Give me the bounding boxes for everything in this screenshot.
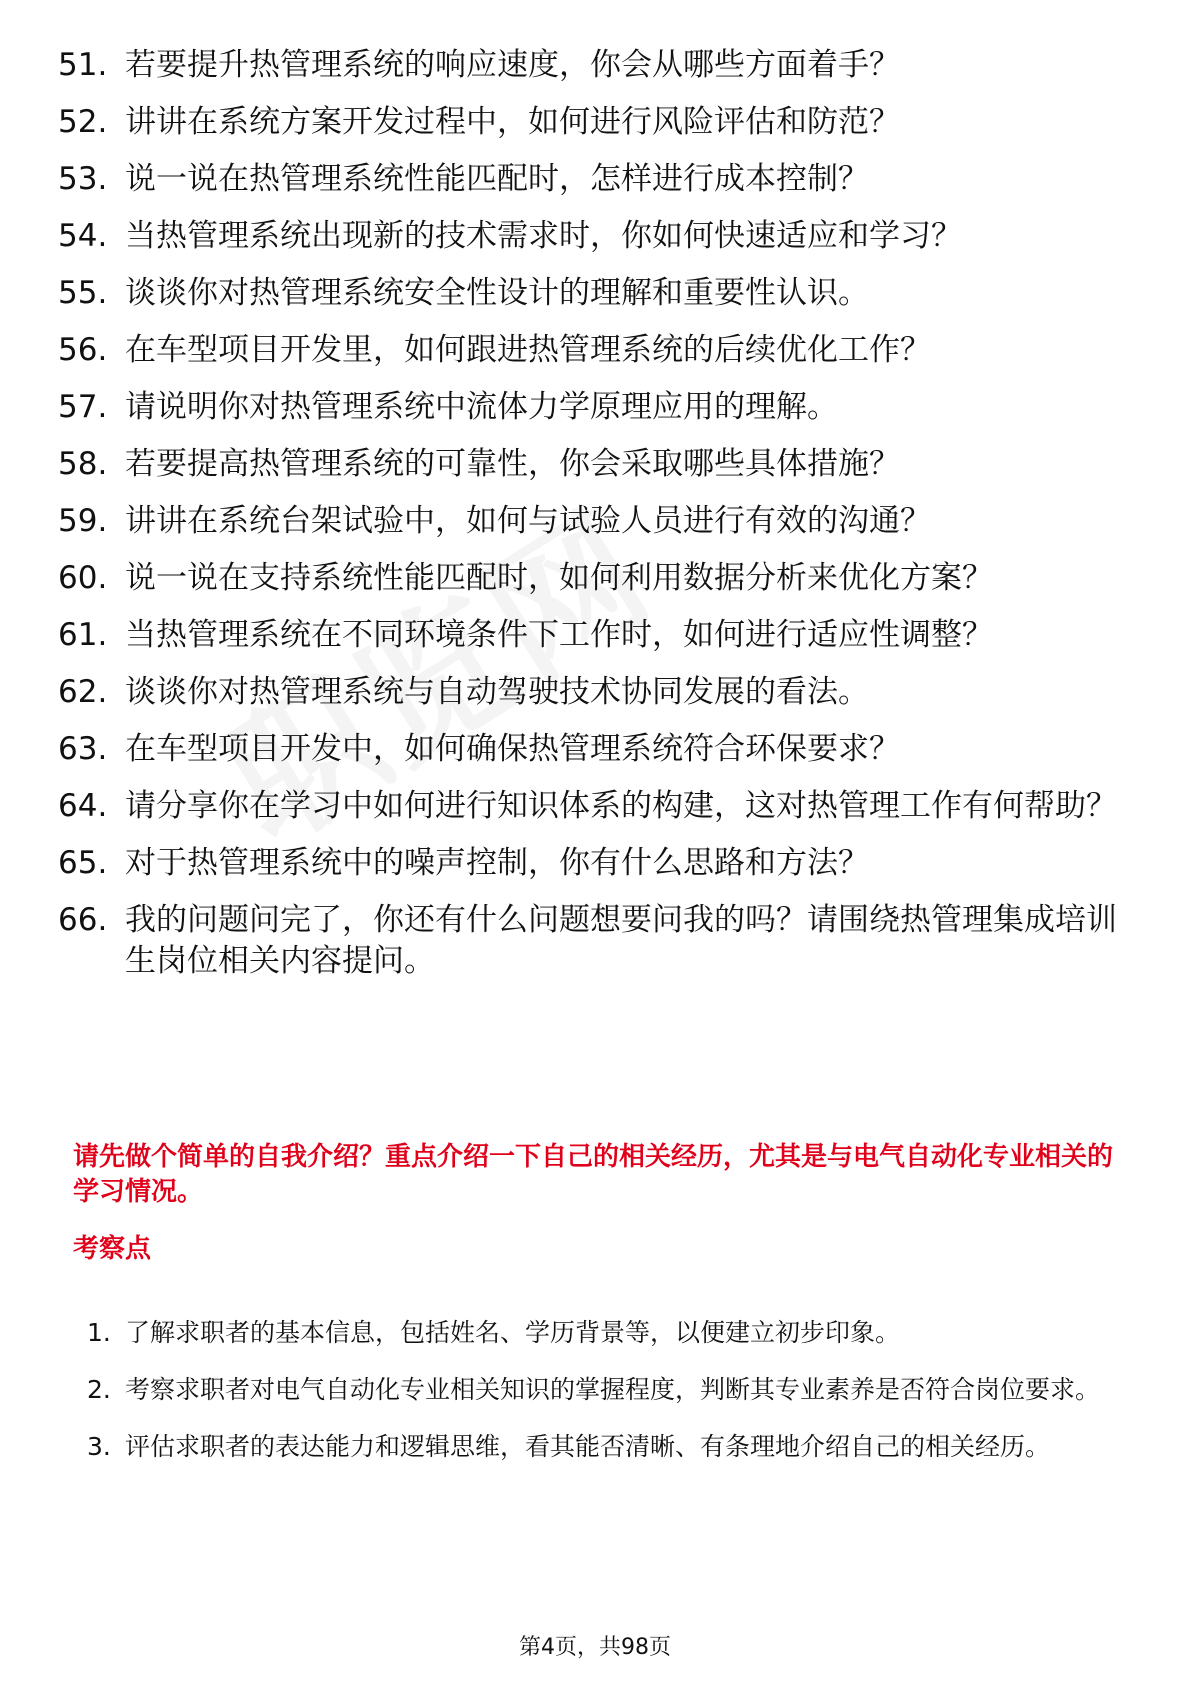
item-text: 讲讲在系统台架试验中，如何与试验人员进行有效的沟通？ — [125, 503, 931, 539]
item-text: 当热管理系统出现新的技术需求时，你如何快速适应和学习？ — [125, 218, 962, 254]
question-list — [58, 45, 1128, 998]
item-number: 65. — [58, 845, 108, 881]
item-number: 60. — [58, 560, 108, 596]
section-title: 考察点 — [73, 1234, 152, 1264]
item-number: 51. — [58, 47, 108, 83]
item-text: 讲讲在系统方案开发过程中，如何进行风险评估和防范？ — [125, 104, 900, 140]
page-footer: 第4页，共98页 — [519, 1635, 671, 1660]
item-text: 若要提升热管理系统的响应速度，你会从哪些方面着手？ — [125, 47, 900, 83]
list-item — [58, 558, 1128, 599]
item-number: 52. — [58, 104, 108, 140]
item-number: 66. — [58, 902, 108, 938]
item-text: 若要提高热管理系统的可靠性，你会采取哪些具体措施？ — [125, 446, 900, 482]
list-item — [87, 1418, 1127, 1475]
list-item — [58, 900, 1128, 982]
item-number: 2. — [87, 1375, 111, 1404]
list-item — [58, 45, 1128, 86]
item-text: 当热管理系统在不同环境条件下工作时，如何进行适应性调整？ — [125, 617, 993, 653]
item-text: 在车型项目开发里，如何跟进热管理系统的后续优化工作？ — [125, 332, 931, 368]
item-number: 56. — [58, 332, 108, 368]
item-number: 64. — [58, 788, 108, 824]
list-item — [58, 615, 1128, 656]
list-item — [58, 843, 1128, 884]
list-item — [58, 444, 1128, 485]
item-number: 61. — [58, 617, 108, 653]
item-number: 1. — [87, 1318, 111, 1347]
item-text: 谈谈你对热管理系统安全性设计的理解和重要性认识。 — [125, 275, 869, 311]
list-item — [58, 672, 1128, 713]
list-item — [58, 330, 1128, 371]
item-text: 考察求职者对电气自动化专业相关知识的掌握程度，判断其专业素养是否符合岗位要求。 — [125, 1375, 1101, 1404]
item-text: 我的问题问完了，你还有什么问题想要问我的吗？请围绕热管理集成培训生岗位相关内容提问。 — [125, 902, 1117, 979]
item-text: 说一说在热管理系统性能匹配时，怎样进行成本控制？ — [125, 161, 869, 197]
assessment-points-list — [87, 1304, 1127, 1475]
list-item — [58, 786, 1128, 827]
item-number: 58. — [58, 446, 108, 482]
list-item — [87, 1304, 1127, 1361]
list-item — [58, 387, 1128, 428]
item-text: 谈谈你对热管理系统与自动驾驶技术协同发展的看法。 — [125, 674, 869, 710]
list-item — [58, 729, 1128, 770]
list-item — [58, 216, 1128, 257]
item-number: 54. — [58, 218, 108, 254]
item-text: 请分享你在学习中如何进行知识体系的构建，这对热管理工作有何帮助？ — [125, 788, 1117, 824]
list-item — [58, 102, 1128, 143]
item-number: 57. — [58, 389, 108, 425]
list-item — [58, 159, 1128, 200]
item-text: 请说明你对热管理系统中流体力学原理应用的理解。 — [125, 389, 838, 425]
item-text: 在车型项目开发中，如何确保热管理系统符合环保要求？ — [125, 731, 900, 767]
item-number: 62. — [58, 674, 108, 710]
item-text: 评估求职者的表达能力和逻辑思维，看其能否清晰、有条理地介绍自己的相关经历。 — [125, 1432, 1051, 1461]
list-item — [58, 501, 1128, 542]
item-text: 对于热管理系统中的噪声控制，你有什么思路和方法？ — [125, 845, 869, 881]
list-item — [58, 273, 1128, 314]
item-number: 3. — [87, 1432, 111, 1461]
item-number: 59. — [58, 503, 108, 539]
item-text: 了解求职者的基本信息，包括姓名、学历背景等，以便建立初步印象。 — [125, 1318, 901, 1347]
item-number: 63. — [58, 731, 108, 767]
item-text: 说一说在支持系统性能匹配时，如何利用数据分析来优化方案？ — [125, 560, 993, 596]
item-number: 55. — [58, 275, 108, 311]
list-item — [87, 1361, 1127, 1418]
highlight-question: 请先做个简单的自我介绍？重点介绍一下自己的相关经历，尤其是与电气自动化专业相关的学习情况。 — [73, 1142, 1114, 1207]
item-number: 53. — [58, 161, 108, 197]
